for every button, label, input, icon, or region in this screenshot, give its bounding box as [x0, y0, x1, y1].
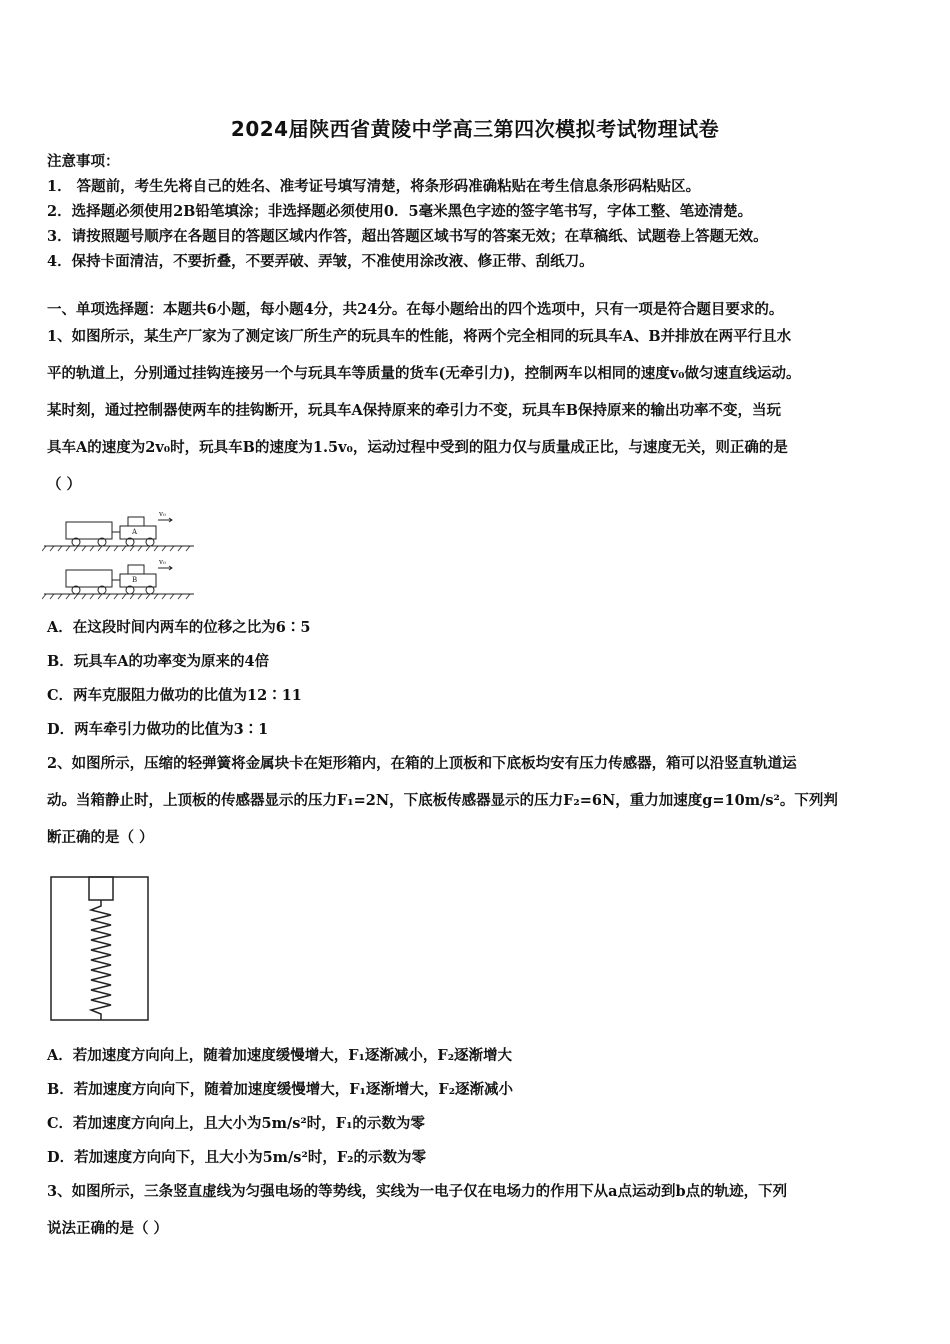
q3-stem-line: 3、如图所示，三条竖直虚线为匀强电场的等势线，实线为一电子仅在电场力的作用下从a点运动到b点的轨迹，下列: [47, 1183, 788, 1200]
q2-option-d[interactable]: D．若加速度方向向下，且大小为5m/s²时，F₂的示数为零: [47, 1149, 426, 1166]
q1-option-b[interactable]: B．玩具车A的功率变为原来的4倍: [47, 653, 270, 670]
q2-stem-line: 断正确的是（ ）: [47, 829, 154, 846]
q1-figure-label: B: [132, 576, 138, 584]
q1-stem-line: 平的轨道上，分别通过挂钩连接另一个与玩具车等质量的货车(无牵引力)，控制两车以相同的速度v₀做匀速直线运动。: [47, 365, 801, 382]
q1-stem-line: 具车A的速度为2v₀时，玩具车B的速度为1.5v₀，运动过程中受到的阻力仅与质量成正比，与速度无关，则正确的是: [47, 439, 788, 456]
notice-item: 2．选择题必须使用2B铅笔填涂；非选择题必须使用0．5毫米黑色字迹的签字笔书写，字体工整、笔迹清楚。: [47, 203, 753, 220]
q1-figure-label: v₀: [159, 558, 166, 566]
q1-option-d[interactable]: D．两车牵引力做功的比值为3∶1: [47, 721, 269, 738]
q1-option-a[interactable]: A．在这段时间内两车的位移之比为6∶5: [47, 619, 311, 636]
q1-figure-label: A: [132, 528, 138, 536]
page-title: 2024届陕西省黄陵中学高三第四次模拟考试物理试卷: [230, 117, 720, 141]
q2-stem-line: 动。当箱静止时，上顶板的传感器显示的压力F₁=2N，下底板传感器显示的压力F₂=6N，重力加速度g=10m/s²。下列判: [47, 792, 838, 809]
q2-option-b[interactable]: B．若加速度方向向下，随着加速度缓慢增大，F₁逐渐增大，F₂逐渐减小: [47, 1081, 514, 1098]
q1-stem-line: 某时刻，通过控制器使两车的挂钩断开，玩具车A保持原来的牵引力不变，玩具车B保持原来的输出功率不变，当玩: [47, 402, 782, 419]
notice-heading: 注意事项：: [47, 153, 120, 170]
notice-item: 1． 答题前，考生先将自己的姓名、准考证号填写清楚，将条形码准确粘贴在考生信息条形码粘贴区。: [47, 178, 701, 195]
q1-stem-line: 1、如图所示，某生产厂家为了测定该厂所生产的玩具车的性能，将两个完全相同的玩具车A、B并排放在两平行且水: [47, 328, 792, 345]
q2-figure: [48, 874, 152, 1024]
q1-figure: [42, 508, 202, 604]
q2-option-c[interactable]: C．若加速度方向向上，且大小为5m/s²时，F₁的示数为零: [47, 1115, 425, 1132]
notice-item: 4．保持卡面清洁，不要折叠，不要弄破、弄皱，不准使用涂改液、修正带、刮纸刀。: [47, 253, 594, 270]
q2-stem-line: 2、如图所示，压缩的轻弹簧将金属块卡在矩形箱内，在箱的上顶板和下底板均安有压力传感器，箱可以沿竖直轨道运: [47, 755, 797, 772]
q1-figure-label: v₀: [159, 510, 166, 518]
notice-item: 3．请按照题号顺序在各题目的答题区域内作答，超出答题区域书写的答案无效；在草稿纸、试题卷上答题无效。: [47, 228, 768, 245]
q2-option-a[interactable]: A．若加速度方向向上，随着加速度缓慢增大，F₁逐渐减小，F₂逐渐增大: [47, 1047, 513, 1064]
q3-stem-line: 说法正确的是（ ）: [47, 1220, 169, 1237]
q1-stem-line: （ ）: [47, 476, 82, 493]
section-heading: 一、单项选择题：本题共6小题，每小题4分，共24分。在每小题给出的四个选项中，只有一项是符合题目要求的。: [47, 301, 784, 318]
q1-option-c[interactable]: C．两车克服阻力做功的比值为12∶11: [47, 687, 302, 704]
